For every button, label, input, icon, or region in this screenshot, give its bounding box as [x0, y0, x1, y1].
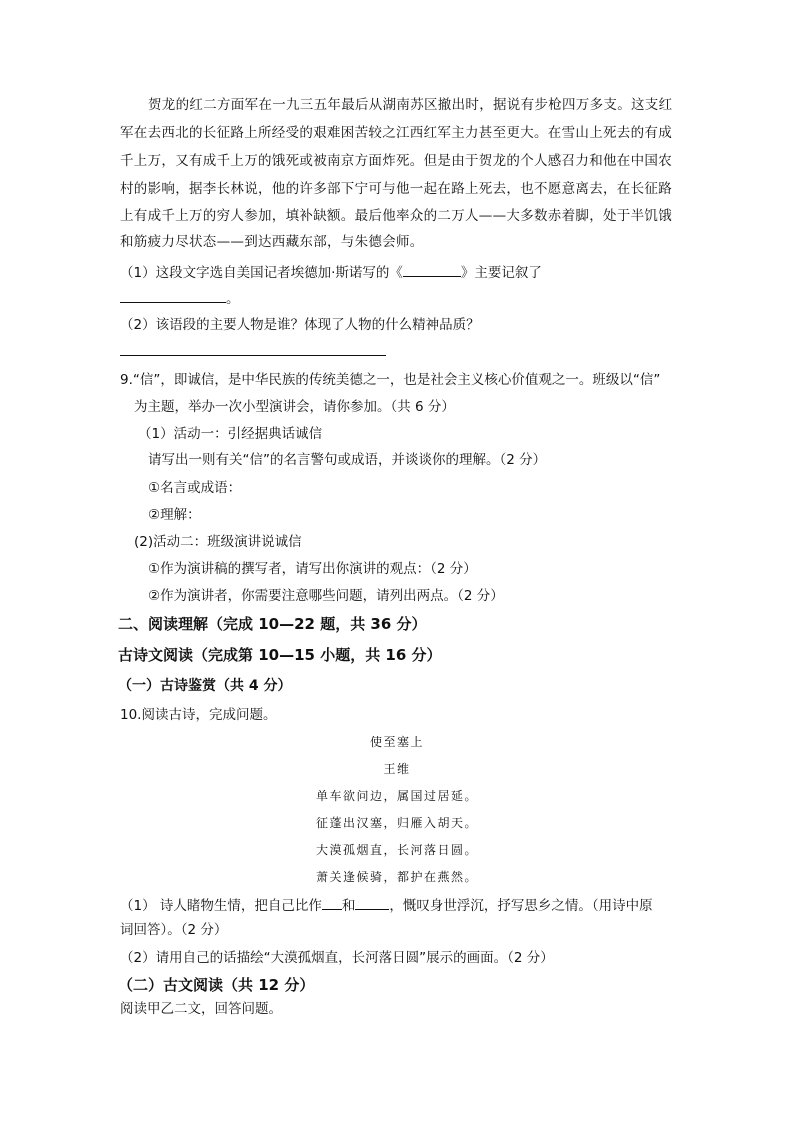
q10-part1-a: （1） 诗人睹物生情，把自己比作: [120, 898, 322, 914]
q10-part2: （2）请用自己的话描绘“大漠孤烟直，长河落日圆”展示的画面。（2 分）: [120, 950, 554, 966]
classical-reading-intro: 阅读甲乙二文，回答问题。: [120, 1001, 282, 1017]
q10-blank-1[interactable]: [322, 895, 342, 910]
passage-line-2: 军在去西北的长征路上所经受的艰难困苦较之江西红军主力甚至更大。在雪山上死去的有成: [120, 125, 672, 141]
poem-line-1: 单车欲问边，属国过居延。: [315, 789, 478, 803]
q8-answer-line[interactable]: [120, 355, 386, 356]
passage-line-3: 千上万，又有成千上万的饿死或被南京方面炸死。但是由于贺龙的个人感召力和他在中国农: [120, 153, 672, 169]
q10-part1-b: ，慨叹身世浮沉，抒写思乡之情。（用诗中原: [389, 898, 653, 914]
q9-activity1-prompt: 请写出一则有关“信”的名言警句或成语，并谈谈你的理解。（2 分）: [148, 452, 547, 468]
poem-line-3: 大漠孤烟直，长河落日圆。: [315, 843, 478, 857]
q9-line-1: 9.“信”，即诚信，是中华民族的传统美德之一，也是社会主义核心价值观之一。班级以“信”: [120, 372, 661, 388]
passage-line-1: 贺龙的红二方面军在一九三五年最后从湖南苏区撤出时，据说有步枪四万多支。这支红: [148, 97, 673, 113]
section2-subheading: 古诗文阅读（完成第 10—15 小题，共 16 分）: [118, 646, 442, 664]
poem-line-2: 征蓬出汉塞，归雁入胡天。: [315, 816, 478, 830]
q8-part1-line2: [120, 288, 240, 308]
q10-intro: 10.阅读古诗，完成问题。: [120, 707, 277, 723]
q10-blank-2[interactable]: [355, 895, 389, 910]
q8-book-blank[interactable]: [403, 262, 461, 277]
classical-reading-heading: （二）古文阅读（共 12 分）: [118, 976, 315, 994]
poem-line-4: 萧关逢候骑，都护在燕然。: [315, 870, 478, 884]
q8-part1-after: 》主要记叙了: [460, 265, 542, 281]
q10-part1: [120, 895, 653, 915]
q9-activity2-notes: ②作为演讲者，你需要注意哪些问题，请列出两点。（2 分）: [148, 588, 504, 604]
passage-line-6: 和筋疲力尽状态——到达西藏东部，与朱德会师。: [120, 234, 424, 250]
q10-part1-line2: 词回答）。（2 分）: [120, 922, 228, 938]
q8-part1-end: 。: [226, 291, 240, 307]
q9-activity2-title: (2)活动二：班级演讲说诚信: [134, 534, 302, 550]
q9-activity2-viewpoint: ①作为演讲稿的撰写者，请写出你演讲的观点：（2 分）: [148, 561, 477, 577]
q10-part1-and: 和: [341, 898, 356, 914]
poetry-appreciation-heading: （一）古诗鉴赏（共 4 分）: [118, 678, 292, 694]
q8-part2: （2）该语段的主要人物是谁？体现了人物的什么精神品质？: [120, 317, 480, 333]
section2-heading: 二、阅读理解（完成 10—22 题，共 36 分）: [118, 615, 427, 633]
q9-activity1-title: （1）活动一：引经据典话诚信: [138, 426, 323, 442]
q8-part1: [120, 262, 542, 282]
q9-line-2: 为主题，举办一次小型演讲会，请你参加。（共 6 分）: [134, 399, 455, 415]
poem-author: 王维: [383, 762, 411, 776]
q8-part1-before: （1）这段文字选自美国记者埃德加·斯诺写的《: [120, 265, 403, 281]
passage-line-5: 上有成千上万的穷人参加，填补缺额。最后他率众的二万人——大多数赤着脚，处于半饥饿: [120, 208, 672, 224]
poem-title: 使至塞上: [369, 735, 424, 749]
q9-activity1-quote: ①名言或成语：: [148, 480, 242, 496]
passage-line-4: 村的影响，据李长林说，他的许多部下宁可与他一起在路上死去，也不愿意离去，在长征路: [120, 181, 672, 197]
q8-content-blank[interactable]: [120, 288, 226, 303]
q9-activity1-understanding: ②理解：: [148, 507, 201, 523]
